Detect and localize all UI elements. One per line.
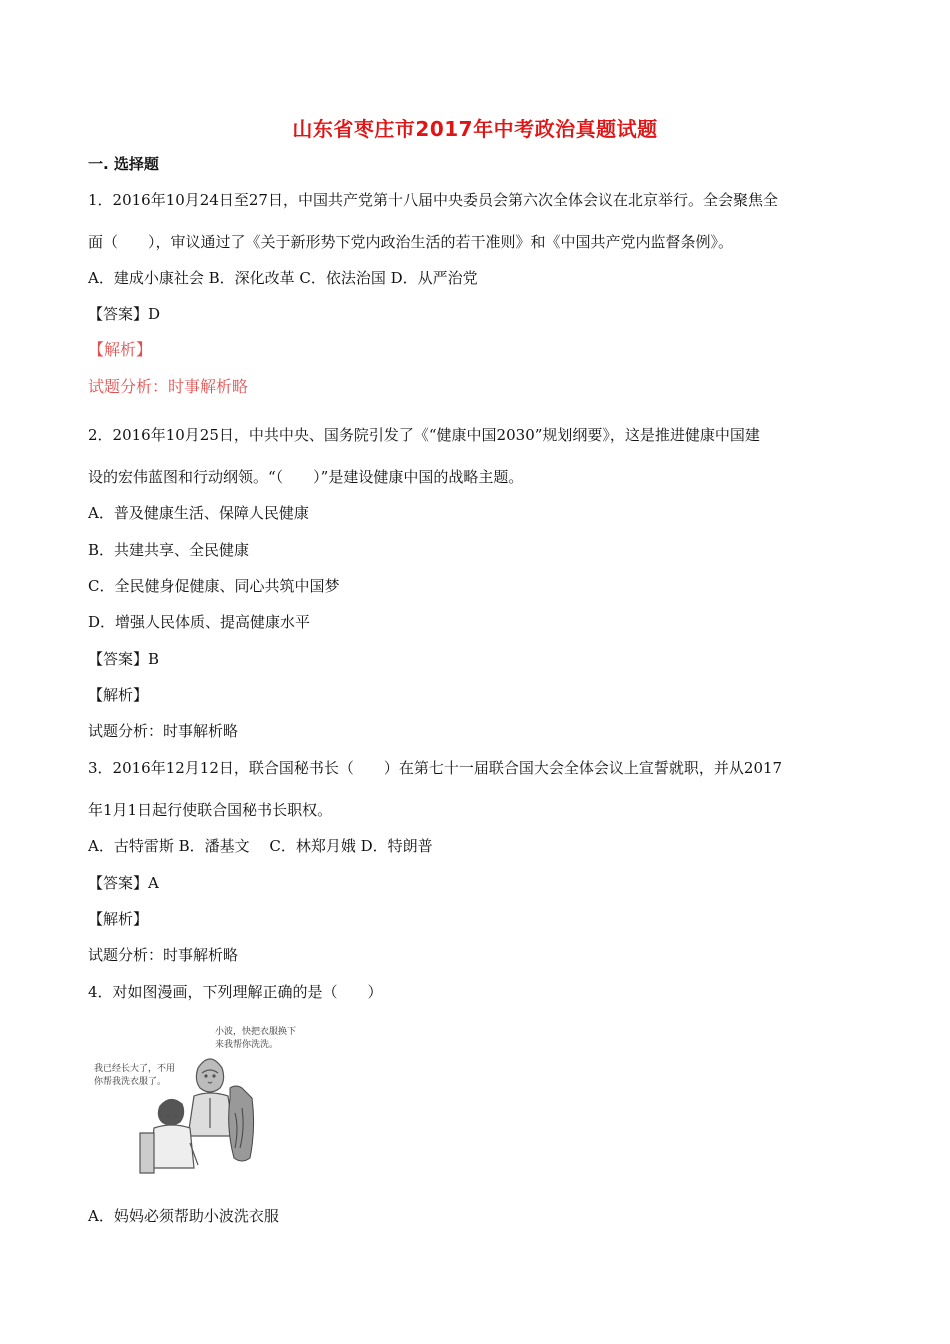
- q1-stem-line2: 面（ ），审议通过了《关于新形势下党内政治生活的若干准则》和《中国共产党内监督条例》。: [88, 233, 734, 251]
- cartoon-kid-text-line1: 我已经长大了，不用: [94, 1064, 176, 1074]
- q2-option-c: C．全民健身促健康、同心共筑中国梦: [88, 577, 340, 595]
- q1-analysis-label: 【解析】: [88, 340, 153, 359]
- q4-option-a: A．妈妈必须帮助小波洗衣服: [88, 1207, 279, 1225]
- q3-stem-line2: 年1月1日起行使联合国秘书长职权。: [88, 801, 333, 819]
- cartoon-mom-text-line2: 来我帮你洗洗。: [215, 1040, 279, 1050]
- q3-options: A．古特雷斯 B．潘基文 C．林郑月娥 D．特朗普: [88, 837, 433, 855]
- q4-stem: 4．对如图漫画，下列理解正确的是（ ）: [88, 983, 383, 1001]
- section-heading: 一. 选择题: [88, 155, 159, 173]
- q2-analysis-label: 【解析】: [88, 686, 149, 704]
- q3-stem-line1: 3．2016年12月12日，联合国秘书长（ ）在第七十一届联合国大会全体会议上宣誓就职，并从2017: [88, 759, 783, 777]
- cartoon-mother-figure: [188, 1059, 234, 1136]
- q2-analysis: 试题分析：时事解析略: [88, 722, 239, 740]
- cartoon-kid-text-line2: 你帮我洗衣服了。: [94, 1077, 167, 1087]
- q1-options: A．建成小康社会 B．深化改革 C．依法治国 D．从严治党: [88, 269, 478, 287]
- cartoon-clothes: [229, 1086, 254, 1161]
- q1-analysis: 试题分析：时事解析略: [88, 377, 249, 396]
- q2-option-a: A．普及健康生活、保障人民健康: [88, 504, 309, 522]
- q3-analysis-label: 【解析】: [88, 910, 149, 928]
- q2-option-b: B．共建共享、全民健康: [88, 541, 250, 559]
- q3-answer: 【答案】A: [88, 874, 159, 892]
- q1-stem-line1: 1．2016年10月24日至27日，中国共产党第十八届中央委员会第六次全体会议在北京举行。全会聚焦全: [88, 191, 778, 209]
- cartoon-illustration: [90, 1018, 340, 1183]
- q2-option-d: D．增强人民体质、提高健康水平: [88, 613, 311, 631]
- document-title: 山东省枣庄市2017年中考政治真题试题: [292, 117, 658, 141]
- q1-answer: 【答案】D: [88, 305, 161, 323]
- cartoon-kid-figure: [140, 1099, 198, 1173]
- q2-stem-line2: 设的宏伟蓝图和行动纲领。“（ ）”是建设健康中国的战略主题。: [88, 468, 524, 486]
- cartoon-mom-text-line1: 小波，快把衣服换下: [215, 1027, 297, 1037]
- q2-stem-line1: 2．2016年10月25日，中共中央、国务院引发了《“健康中国2030”规划纲要》，这是推进健康中国建: [88, 426, 760, 444]
- q2-answer: 【答案】B: [88, 650, 160, 668]
- q3-analysis: 试题分析：时事解析略: [88, 946, 239, 964]
